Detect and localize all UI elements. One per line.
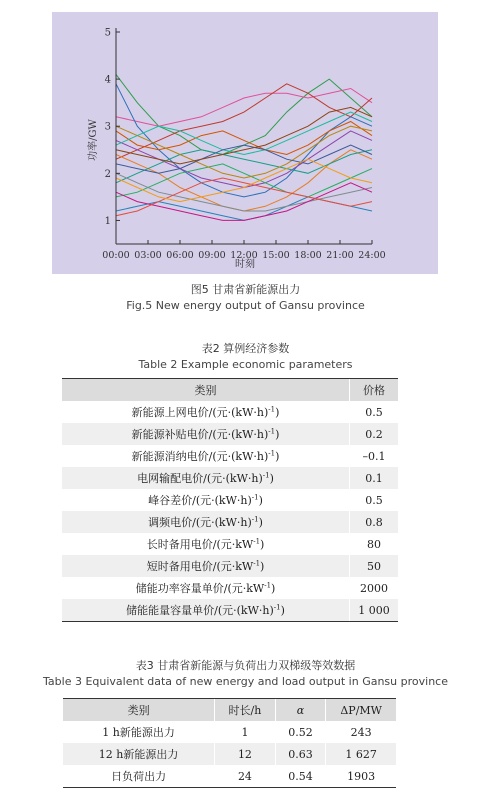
table2-caption-en: Table 2 Example economic parameters — [138, 358, 353, 371]
y-tick-label: 4 — [104, 74, 111, 86]
table3-caption-cn: 表3 甘肃省新能源与负荷出力双梯级等效数据 — [135, 659, 356, 672]
table2-header-price: 价格 — [350, 379, 398, 402]
figure-caption-en: Fig.5 New energy output of Gansu province — [126, 299, 365, 312]
table-cell-delta-p: 243 — [326, 721, 396, 743]
table-row — [62, 511, 398, 533]
table-cell-category — [62, 533, 350, 555]
table-cell-duration: 12 — [215, 743, 276, 765]
unit-exponent: -1 — [262, 471, 270, 480]
table-cell-price: –0.1 — [350, 445, 398, 467]
table-row — [62, 577, 398, 599]
unit-exponent: -1 — [251, 493, 259, 502]
table3-caption-en: Table 3 Equivalent data of new energy and load output in Gansu province — [43, 675, 448, 688]
x-tick-label: 21:00 — [326, 250, 354, 261]
table3-header-delta-p: ΔP/MW — [326, 699, 396, 722]
table-cell-delta-p: 1 627 — [326, 743, 396, 765]
unit-exponent: -1 — [268, 427, 276, 436]
table-cell-category — [62, 445, 350, 467]
table-row — [62, 423, 398, 445]
y-tick-label: 1 — [104, 215, 111, 227]
table-cell-price: 50 — [350, 555, 398, 577]
table-row — [62, 555, 398, 577]
figure-5-chart — [52, 12, 438, 274]
table-cell-delta-p: 1903 — [326, 765, 396, 788]
unit-exponent: -1 — [251, 515, 259, 524]
category-text: 储能功率容量单价/(元·kW — [135, 582, 265, 595]
table-row — [62, 533, 398, 555]
table-2 — [62, 378, 398, 622]
unit-tail: ) — [258, 516, 263, 529]
unit-tail: ) — [260, 560, 265, 573]
unit-tail: ) — [271, 582, 276, 595]
unit-exponent: -1 — [268, 449, 276, 458]
table2-caption-cn: 表2 算例经济参数 — [201, 342, 290, 355]
x-tick-label: 03:00 — [134, 250, 162, 261]
table-cell-price: 0.8 — [350, 511, 398, 533]
unit-exponent: -1 — [273, 603, 281, 612]
x-axis-label: 时刻 — [235, 259, 255, 270]
unit-tail: ) — [260, 538, 265, 551]
table3-header-alpha: α — [275, 699, 326, 722]
category-text: 峰谷差价/(元·(kW·h) — [148, 494, 252, 507]
table-cell-category — [62, 489, 350, 511]
table-cell-duration: 24 — [215, 765, 276, 788]
x-tick-label: 00:00 — [102, 250, 130, 261]
table-cell-category — [62, 401, 350, 423]
x-tick-label: 24:00 — [358, 250, 386, 261]
table-cell-category — [62, 555, 350, 577]
table-row — [62, 599, 398, 622]
chart-background — [52, 12, 438, 274]
table-cell-price: 0.5 — [350, 489, 398, 511]
table-cell-price: 0.1 — [350, 467, 398, 489]
table-row — [63, 743, 396, 765]
x-tick-label: 12:00 — [230, 250, 258, 261]
table3-header-duration: 时长/h — [215, 699, 276, 722]
table-row — [62, 401, 398, 423]
unit-exponent: -1 — [264, 581, 272, 590]
table-cell-category — [62, 599, 350, 622]
table-cell-category — [62, 511, 350, 533]
x-tick-label: 15:00 — [262, 250, 290, 261]
unit-tail: ) — [280, 604, 285, 617]
y-tick-label: 2 — [104, 168, 111, 180]
table-cell-price: 80 — [350, 533, 398, 555]
table-row — [62, 467, 398, 489]
x-tick-label: 09:00 — [198, 250, 226, 261]
unit-exponent: -1 — [253, 559, 261, 568]
category-text: 长时备用电价/(元·kW — [146, 538, 254, 551]
table-row — [63, 765, 396, 788]
y-tick-label: 3 — [104, 121, 111, 133]
table-cell-price: 1 000 — [350, 599, 398, 622]
unit-tail: ) — [275, 406, 280, 419]
y-tick-label: 5 — [104, 27, 111, 39]
table-row — [62, 445, 398, 467]
table-cell-category: 12 h新能源出力 — [63, 743, 215, 765]
category-text: 新能源消纳电价/(元·(kW·h) — [131, 450, 269, 463]
x-tick-label: 18:00 — [294, 250, 322, 261]
table3-header-category: 类别 — [63, 699, 215, 722]
category-text: 新能源补贴电价/(元·(kW·h) — [131, 428, 269, 441]
table-3 — [63, 698, 396, 788]
category-text: 短时备用电价/(元·kW — [146, 560, 254, 573]
table2-header-category: 类别 — [62, 379, 350, 402]
unit-tail: ) — [258, 494, 263, 507]
table-cell-category: 日负荷出力 — [63, 765, 215, 788]
table-cell-category — [62, 577, 350, 599]
unit-exponent: -1 — [268, 405, 276, 414]
table-cell-alpha: 0.52 — [275, 721, 326, 743]
category-text: 调频电价/(元·(kW·h) — [148, 516, 252, 529]
category-text: 新能源上网电价/(元·(kW·h) — [131, 406, 269, 419]
unit-tail: ) — [275, 428, 280, 441]
table-cell-price: 0.5 — [350, 401, 398, 423]
y-axis-label: 功率/GW — [88, 119, 99, 161]
x-tick-label: 06:00 — [166, 250, 194, 261]
table-cell-alpha: 0.54 — [275, 765, 326, 788]
table-row — [63, 721, 396, 743]
table-cell-alpha: 0.63 — [275, 743, 326, 765]
table-cell-category — [62, 423, 350, 445]
unit-tail: ) — [275, 450, 280, 463]
figure-caption-cn: 图5 甘肃省新能源出力 — [190, 283, 301, 296]
table-cell-price: 2000 — [350, 577, 398, 599]
table-cell-category — [62, 467, 350, 489]
category-text: 储能能量容量单价/(元·(kW·h) — [126, 604, 274, 617]
table-cell-price: 0.2 — [350, 423, 398, 445]
table-cell-category: 1 h新能源出力 — [102, 726, 175, 739]
table-row — [62, 489, 398, 511]
category-text: 电网输配电价/(元·(kW·h) — [137, 472, 263, 485]
table-cell-duration: 1 — [215, 721, 276, 743]
unit-tail: ) — [269, 472, 274, 485]
unit-exponent: -1 — [253, 537, 261, 546]
